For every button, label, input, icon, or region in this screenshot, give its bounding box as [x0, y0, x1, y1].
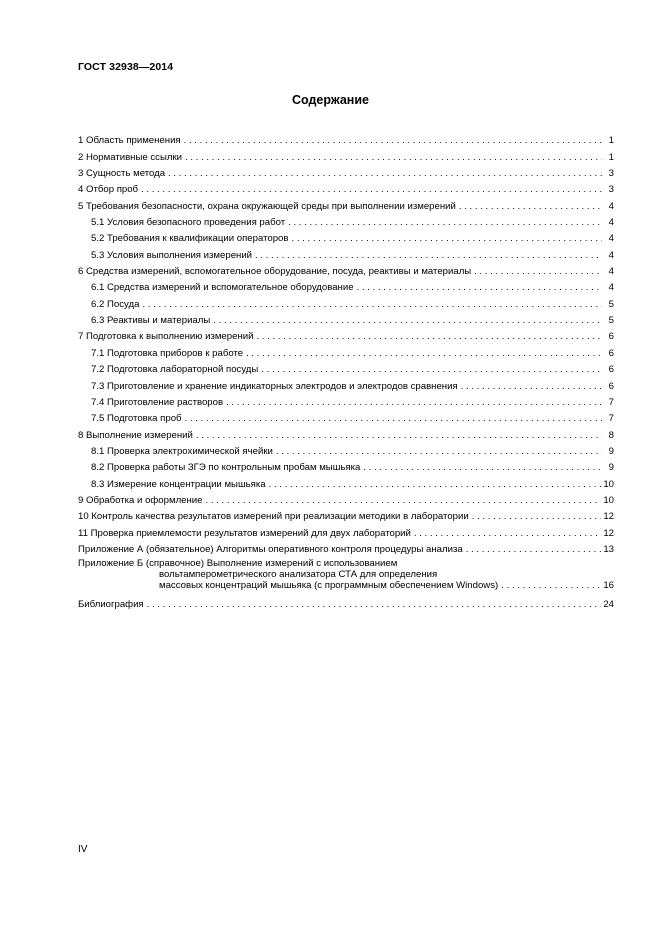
toc-entry-label: Приложение А (обязательное) Алгоритмы оперативного контроля процедуры анализа: [78, 543, 463, 555]
toc-page-number: 16: [603, 579, 614, 591]
toc-leader-dots: [357, 282, 602, 293]
toc-page-number: 9: [608, 445, 614, 457]
toc-entry-bibliography[interactable]: [78, 594, 614, 610]
toc-entry[interactable]: [78, 522, 614, 538]
toc-leader-dots: [461, 381, 602, 392]
toc-leader-dots: [168, 168, 602, 179]
toc-page-number: 4: [608, 217, 614, 229]
toc-entry[interactable]: [78, 473, 614, 489]
toc-entry-label: 7.3 Приготовление и хранение индикаторных электродов и электродов сравнения: [91, 380, 458, 392]
toc-entry-label: 5.2 Требования к квалификации операторов: [91, 233, 289, 245]
toc-entry-label: 10 Контроль качества результатов измерений при реализации методики в лаборатории: [78, 511, 469, 523]
toc-page-number: 4: [608, 282, 614, 294]
toc-entry-label: 9 Обработка и оформление: [78, 494, 203, 506]
table-of-contents: [78, 130, 614, 610]
toc-entry-appendix-b[interactable]: [78, 558, 614, 591]
toc-entry[interactable]: [78, 392, 614, 408]
toc-leader-dots: [269, 479, 602, 490]
toc-page-number: 4: [608, 249, 614, 261]
toc-entry[interactable]: [78, 163, 614, 179]
page-number: IV: [78, 844, 88, 855]
toc-page-number: 3: [608, 168, 614, 180]
toc-page-number: 3: [608, 184, 614, 196]
toc-page-number: 1: [608, 135, 614, 147]
toc-leader-dots: [261, 364, 602, 375]
toc-leader-dots: [472, 511, 602, 522]
toc-page-number: 1: [608, 151, 614, 163]
toc-leader-dots: [256, 331, 602, 342]
toc-leader-dots: [459, 201, 602, 212]
toc-entry[interactable]: [78, 293, 614, 309]
toc-title: Содержание: [291, 93, 369, 107]
toc-entry-label: 6.1 Средства измерений и вспомогательное оборудование: [91, 282, 354, 294]
toc-leader-dots: [363, 462, 602, 473]
toc-entry-label: 7.1 Подготовка приборов к работе: [91, 347, 244, 359]
toc-entry-label: 7 Подготовка к выполнению измерений: [78, 331, 254, 343]
toc-entry[interactable]: [78, 228, 614, 244]
toc-entry-label: 8.3 Измерение концентрации мышьяка: [91, 478, 266, 490]
toc-entry-label: 2 Нормативные ссылки: [78, 151, 183, 163]
toc-entry-label: 5 Требования безопасности, охрана окружающей среды при выполнении измерений: [78, 200, 456, 212]
toc-entry[interactable]: [78, 261, 614, 277]
toc-entry[interactable]: [78, 342, 614, 358]
toc-entry[interactable]: [78, 375, 614, 391]
toc-leader-dots: [276, 446, 602, 457]
toc-entry-label: 3 Сущность метода: [78, 168, 166, 180]
toc-leader-dots: [184, 135, 602, 146]
toc-leader-dots: [288, 217, 602, 228]
toc-page-number: 24: [603, 599, 614, 611]
toc-leader-dots: [246, 348, 602, 359]
toc-entry-label: 7.4 Приготовление растворов: [91, 396, 224, 408]
toc-leader-dots: [292, 233, 603, 244]
toc-entry-label-continued: вольтамперометрического анализатора СТА для определения: [159, 568, 438, 580]
toc-page-number: 12: [603, 511, 614, 523]
toc-entry[interactable]: [78, 130, 614, 146]
toc-page-number: 13: [603, 543, 614, 555]
toc-leader-dots: [501, 580, 601, 591]
toc-leader-dots: [185, 152, 602, 163]
toc-entry[interactable]: [78, 424, 614, 440]
toc-entry-label: 1 Область применения: [78, 135, 181, 147]
toc-entry-label: 8.2 Проверка работы ЗГЭ по контрольным пробам мышьяка: [91, 462, 361, 474]
toc-page-number: 6: [608, 380, 614, 392]
toc-entry[interactable]: [78, 408, 614, 424]
toc-entry-label: 6 Средства измерений, вспомогательное оборудование, посуда, реактивы и материалы: [78, 266, 472, 278]
toc-page-number: 4: [608, 266, 614, 278]
toc-leader-dots: [185, 413, 602, 424]
toc-page-number: 7: [608, 413, 614, 425]
toc-leader-dots: [255, 250, 602, 261]
toc-entry[interactable]: [78, 359, 614, 375]
toc-entry-label: Приложение Б (справочное) Выполнение измерений с использованием: [78, 557, 398, 569]
toc-entry-label: 11 Проверка приемлемости результатов измерений для двух лабораторий: [78, 527, 411, 539]
toc-entry[interactable]: [78, 457, 614, 473]
toc-page-number: 6: [608, 347, 614, 359]
toc-entry-label: 6.2 Посуда: [91, 298, 140, 310]
toc-entry[interactable]: [78, 277, 614, 293]
toc-entry-label: Библиография: [78, 599, 144, 611]
toc-leader-dots: [226, 397, 602, 408]
toc-leader-dots: [414, 528, 601, 539]
toc-entry[interactable]: [78, 326, 614, 342]
toc-entry-label: 8 Выполнение измерений: [78, 429, 193, 441]
toc-entry[interactable]: [78, 244, 614, 260]
toc-page-number: 8: [608, 429, 614, 441]
toc-leader-dots: [466, 544, 602, 555]
toc-entry[interactable]: [78, 146, 614, 162]
toc-entry-label: 6.3 Реактивы и материалы: [91, 315, 211, 327]
toc-entry[interactable]: [78, 179, 614, 195]
toc-entry[interactable]: [78, 490, 614, 506]
toc-leader-dots: [474, 266, 602, 277]
toc-leader-dots: [142, 299, 602, 310]
toc-page-number: 4: [608, 233, 614, 245]
toc-entry[interactable]: [78, 212, 614, 228]
toc-entry[interactable]: [78, 539, 614, 555]
toc-page-number: 4: [608, 200, 614, 212]
toc-page-number: 9: [608, 462, 614, 474]
toc-entry-label-continued: массовых концентраций мышьяка (с программным обеспечением Windows): [159, 579, 499, 591]
toc-leader-dots: [206, 495, 602, 506]
toc-entry[interactable]: [78, 310, 614, 326]
toc-page-number: 10: [603, 478, 614, 490]
toc-entry-label: 5.3 Условия выполнения измерений: [91, 249, 253, 261]
toc-page-number: 7: [608, 396, 614, 408]
toc-entry-label: 8.1 Проверка электрохимической ячейки: [91, 445, 273, 457]
document-code-header: ГОСТ 32938—2014: [78, 61, 174, 73]
toc-entry[interactable]: [78, 506, 614, 522]
toc-entry-label: 7.2 Подготовка лабораторной посуды: [91, 364, 259, 376]
toc-page-number: 5: [608, 315, 614, 327]
toc-leader-dots: [141, 184, 602, 195]
toc-page-number: 6: [608, 331, 614, 343]
toc-entry-label: 5.1 Условия безопасного проведения работ: [91, 217, 286, 229]
toc-entry-label: 4 Отбор проб: [78, 184, 139, 196]
toc-leader-dots: [213, 315, 602, 326]
toc-page-number: 12: [603, 527, 614, 539]
toc-entry-label: 7.5 Подготовка проб: [91, 413, 182, 425]
toc-leader-dots: [196, 430, 602, 441]
toc-entry[interactable]: [78, 195, 614, 211]
toc-leader-dots: [147, 599, 602, 610]
toc-page-number: 10: [603, 494, 614, 506]
toc-page-number: 6: [608, 364, 614, 376]
toc-entry[interactable]: [78, 441, 614, 457]
toc-page-number: 5: [608, 298, 614, 310]
